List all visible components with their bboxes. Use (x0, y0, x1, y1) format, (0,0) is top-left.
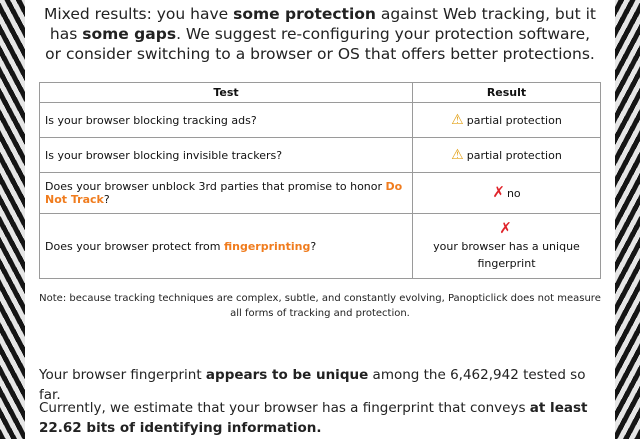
results-panel (25, 0, 615, 439)
test-cell: Is your browser blocking invisible trackers? (40, 138, 413, 173)
do-not-track-link[interactable]: Do Not Track (45, 180, 403, 206)
result-cell: ✗ your browser has a unique fingerprint (413, 214, 601, 279)
result-cell: ✗ no (413, 173, 601, 214)
fingerprinting-link[interactable]: fingerprinting (223, 239, 311, 253)
fingerprint-bits-estimate: Currently, we estimate that your browser has a fingerprint that conveys at least 22.62 bits of identifying information. (39, 400, 588, 436)
table-header-row (40, 83, 601, 103)
header-test: Test (40, 83, 413, 103)
measurement-note: Note: because tracking techniques are complex, subtle, and constantly evolving, Panopticlick does not measure all forms of tracking and protection. (39, 293, 601, 319)
result-cell: ⚠ partial protection (413, 103, 601, 138)
warning-icon: ⚠ (451, 146, 464, 163)
table-row (40, 103, 601, 138)
header-result: Result (413, 83, 601, 103)
warning-icon: ⚠ (451, 111, 464, 128)
test-cell: Is your browser blocking tracking ads? (40, 103, 413, 138)
x-icon: ✗ (492, 183, 505, 201)
table-row (40, 173, 601, 214)
table-row (40, 214, 601, 279)
x-icon: ✗ (499, 219, 512, 237)
test-cell: Does your browser unblock 3rd parties that promise to honor Do Not Track? (40, 173, 413, 214)
results-table (39, 82, 601, 279)
table-row (40, 138, 601, 173)
fingerprint-uniqueness: Your browser fingerprint appears to be unique among the 6,462,942 tested so far. (39, 367, 586, 403)
results-summary: Mixed results: you have some protection against Web tracking, but it has some gaps. We suggest re-configuring your protection software, or consider switching to a browser or OS that offers better protections. (44, 5, 596, 63)
test-cell: Does your browser protect from fingerprinting? (40, 214, 413, 279)
result-cell: ⚠ partial protection (413, 138, 601, 173)
